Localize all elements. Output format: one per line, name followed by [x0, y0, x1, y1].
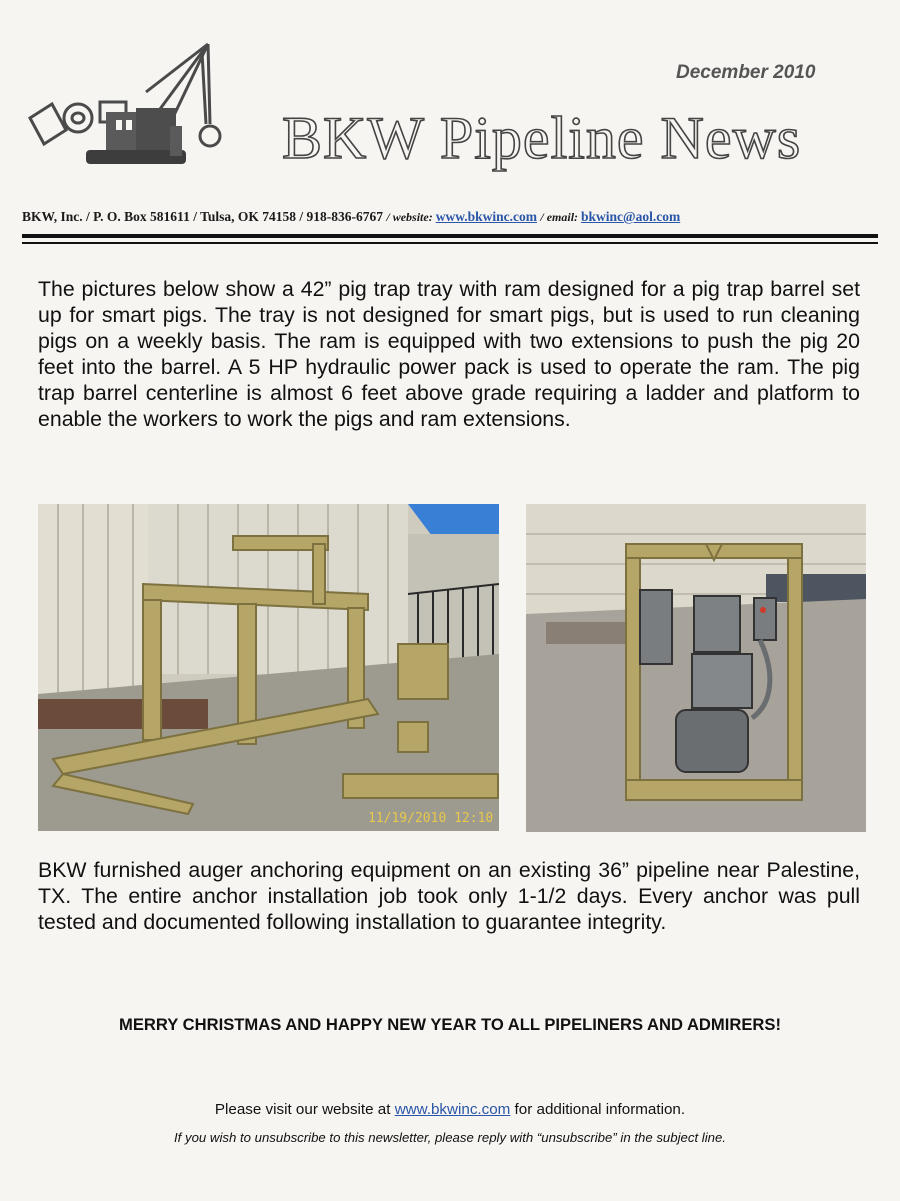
newsletter-title: BKW Pipeline News — [282, 105, 802, 171]
pipelayer-logo-icon — [26, 38, 226, 170]
visit-website-line: Please visit our website at www.bkwinc.com for additional information. — [214, 1101, 686, 1118]
pig-trap-tray-photo — [38, 504, 499, 831]
contact-line: BKW, Inc. / P. O. Box 581611 / Tulsa, OK 74158 / 918-836-6767 / website: www.bkwinc.com / email: bkwinc@aol.com — [22, 209, 681, 224]
company-name: BKW, Inc. — [22, 209, 83, 224]
unsubscribe-note: If you wish to unsubscribe to this newsletter, please reply with “unsubscribe” in the subject line. — [174, 1130, 726, 1145]
header-rule-thick — [22, 234, 878, 238]
footer-website-link[interactable]: www.bkwinc.com — [394, 1101, 511, 1118]
po-box: P. O. Box 581611 — [93, 209, 190, 224]
email-link[interactable]: bkwinc@aol.com — [581, 209, 681, 224]
city-address: Tulsa, OK 74158 — [200, 209, 296, 224]
issue-date: December 2010 — [676, 62, 816, 83]
intro-paragraph: The pictures below show a 42” pig trap tray with ram designed for a pig trap barrel set up for smart pigs. The tray is not designed for smart pigs, but is used to run cleaning pigs on a weekly basis. The ram is equipped with two extensions to push the pig 20 feet into the barrel. A 5 HP hydraulic power pack is used to operate the ram. The pig trap barrel centerline is almost 6 feet above grade requiring a ladder and platform to enable the workers to work the pigs and ram extensions. — [38, 277, 860, 431]
holiday-greeting: MERRY CHRISTMAS AND HAPPY NEW YEAR TO ALL PIPELINERS AND ADMIRERS! — [119, 1015, 781, 1034]
photo-timestamp: 11/19/2010 12:10 — [368, 811, 494, 826]
email-label: / email: — [540, 210, 582, 224]
website-label: / website: — [386, 210, 436, 224]
website-link[interactable]: www.bkwinc.com — [435, 209, 537, 224]
header-rule-thin — [22, 242, 878, 244]
phone-number: 918-836-6767 — [306, 209, 384, 224]
hydraulic-power-pack-photo — [526, 504, 866, 832]
anchor-paragraph: BKW furnished auger anchoring equipment on an existing 36” pipeline near Palestine, TX. The entire anchor installation job took only 1-1/2 days. Every anchor was pull tested and documented following installation to guarantee integrity. — [38, 858, 860, 934]
